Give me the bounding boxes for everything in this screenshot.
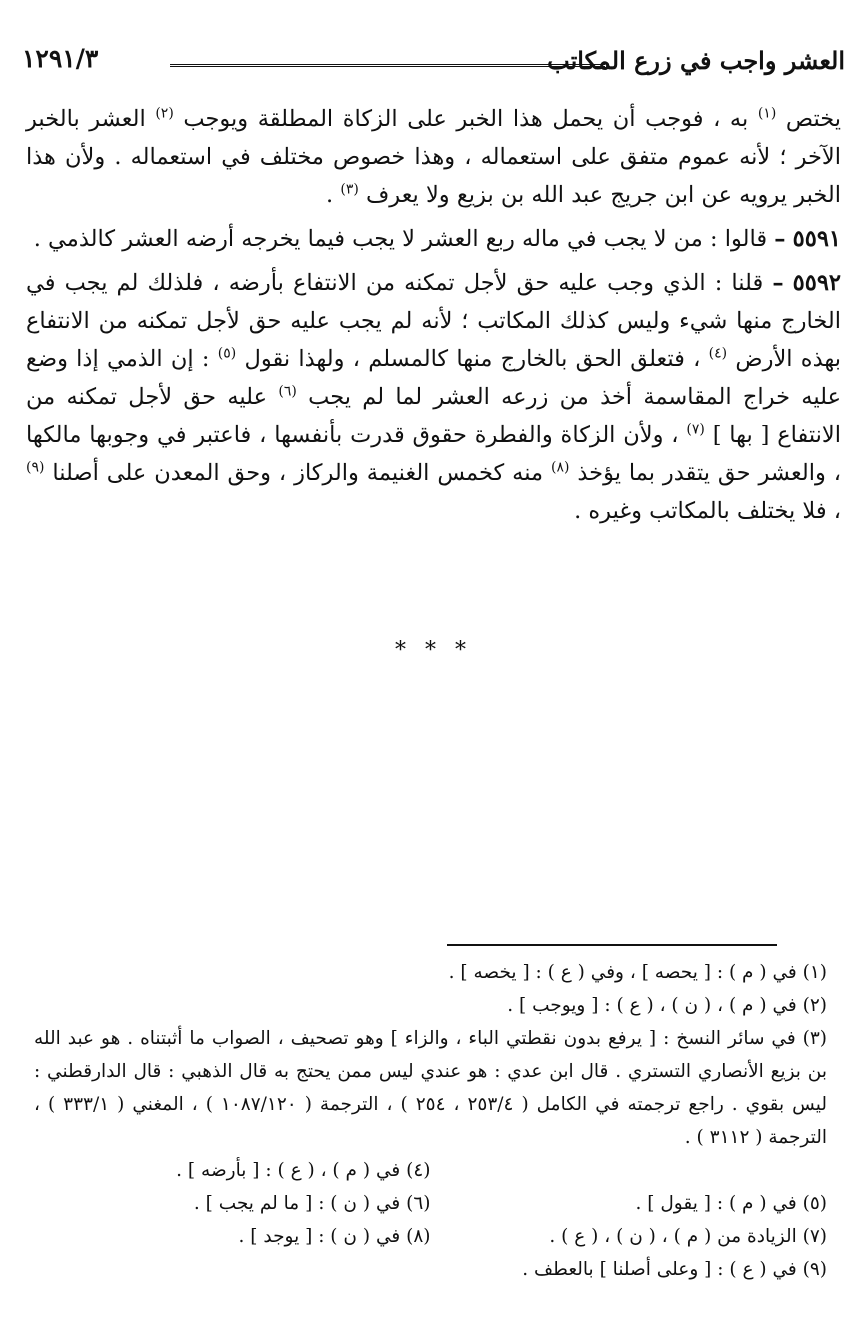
header-page-number: ١٢٩١/٣ — [22, 44, 99, 73]
footnote-ref: (٦) — [278, 383, 297, 400]
footnote-row — [34, 1220, 827, 1253]
main-text — [26, 100, 841, 536]
header-title: العشر واجب في زرع المكاتب — [547, 46, 845, 75]
footnotes — [34, 956, 827, 1286]
footnote-rule — [447, 944, 777, 946]
paragraph-number: ٥٥٩٢ — [792, 270, 842, 296]
text-run: ، ولأن الزكاة والفطرة حقوق قدرت بأنفسها ، فاعتبر في وجوبها مالكها ، والعشر حق يتقدر بما يؤخذ — [26, 422, 841, 486]
footnote-ref: (٥) — [217, 345, 237, 362]
text-run: قلنا : الذي وجب عليه حق لأجل تمكنه من الانتفاع بأرضه ، فلذلك لم يجب في الخارج منها شيء وليس كذلك المكاتب ؛ لأنه لم يجب عليه حق لأجل تمكنه من الانتفاع بهذه الأرض — [26, 270, 842, 372]
paragraph-dash: – — [772, 270, 784, 296]
footnote-7: (٧) الزيادة من ( م ) ، ( ن ) ، ( ع ) . — [549, 1226, 827, 1247]
footnote-ref: (٢) — [155, 105, 174, 122]
text-run: به ، فوجب أن يحمل هذا الخبر على الزكاة المطلقة ويوجب — [183, 106, 749, 132]
footnote-row — [34, 1154, 827, 1187]
text-run: العشر بالخبر الآخر ؛ لأنه عموم متفق على استعماله ، وهذا خصوص مختلف في استعماله . ولأن هذا الخبر يرويه عن ابن جريج عبد الله بن بزيع ولا يعرف — [26, 106, 841, 208]
footnote-ref: (٩) — [26, 459, 45, 476]
text-run: ، فتعلق الحق بالخارج منها كالمسلم ، ولهذا نقول — [244, 346, 701, 372]
text-run: قالوا : من لا يجب في ماله ربع العشر لا يجب فيما يخرجه أرضه العشر كالذمي . — [33, 226, 768, 252]
text-run: منه كخمس الغنيمة والركاز ، وحق المعدن على أصلنا — [52, 460, 544, 486]
footnote-ref: (٨) — [550, 459, 570, 476]
text-run: ، فلا يختلف بالمكاتب وغيره . — [574, 498, 841, 524]
section-separator: * * * — [395, 638, 472, 663]
text-run: . — [326, 182, 334, 208]
text-run: عليه حق لأجل تمكنه من الانتفاع [ بها ] — [26, 384, 841, 448]
footnote-4: (٤) في ( م ) ، ( ع ) : [ بأرضه ] . — [176, 1160, 431, 1181]
running-header — [22, 38, 845, 78]
footnote-8: (٨) في ( ن ) : [ يوجد ] . — [238, 1226, 431, 1247]
footnote-ref: (٧) — [686, 421, 705, 438]
footnote-4 — [431, 1154, 828, 1187]
text-run: يختص — [785, 106, 842, 132]
paragraph-dash: – — [774, 226, 786, 252]
paragraph-5591 — [26, 220, 841, 258]
footnote-6: (٦) في ( ن ) : [ ما لم يجب ] . — [193, 1193, 431, 1214]
paragraph-continuation — [26, 100, 841, 214]
paragraph-number: ٥٥٩١ — [792, 226, 841, 252]
footnote-row — [34, 1187, 827, 1220]
footnote-ref: (٣) — [340, 181, 359, 198]
footnote-9: (٩) في ( ع ) : [ وعلى أصلنا ] بالعطف . — [522, 1259, 827, 1280]
footnote-2: (٢) في ( م ) ، ( ن ) ، ( ع ) : [ ويوجب ] . — [507, 995, 827, 1016]
footnote-5: (٥) في ( م ) : [ يقول ] . — [635, 1193, 827, 1214]
footnote-1: (١) في ( م ) : [ يحصه ] ، وفي ( ع ) : [ يخصه ] . — [448, 962, 827, 983]
footnote-ref: (١) — [757, 105, 777, 122]
paragraph-5592 — [26, 264, 841, 530]
footnote-3: (٣) في سائر النسخ : [ يرفع بدون نقطتي الباء ، والزاء ] وهو تصحيف ، الصواب ما أثبتناه . هو عبد الله بن بزيع الأنصاري التستري . قال ابن عدي : هو عندي ليس ممن يحتج به قال الذهبي : قال الدارقطني : ليس بقوي . راجع ترجمته في الكامل ( ٢٥٣/٤ ، ٢٥٤ ) ، الترجمة ( ١٠٨٧/١٢٠ ) ، المغني ( ٣٣٣/١ ) ، الترجمة ( ٣١١٢ ) . — [34, 1028, 827, 1148]
text-run: : إن الذمي إذا وضع عليه خراج المقاسمة أخذ من زرعه العشر لما لم يجب — [26, 346, 842, 410]
header-rule — [170, 64, 605, 67]
footnote-ref: (٤) — [708, 345, 728, 362]
